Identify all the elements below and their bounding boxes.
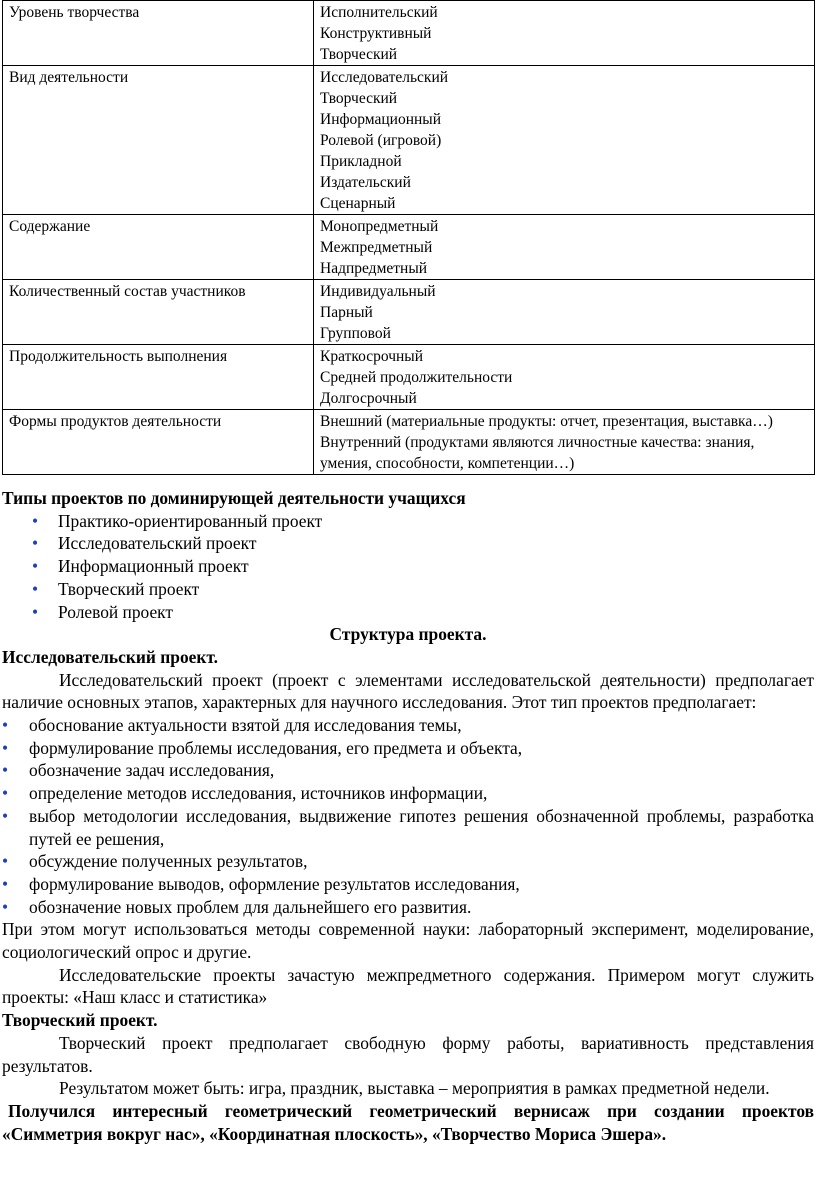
row-value: Сценарный — [320, 195, 396, 212]
list-item: • Практико-ориентированный проект — [32, 510, 814, 533]
row-values — [314, 215, 815, 280]
list-item: • определение методов исследования, источников информации, — [2, 782, 814, 805]
types-heading: Типы проектов по доминирующей деятельности учащихся — [2, 488, 466, 508]
row-value: Издательский — [320, 174, 411, 191]
row-value: Монопредметный — [320, 218, 439, 235]
research-intro: Исследовательский проект (проект с элементами исследовательской деятельности) предполагает наличие основных этапов, характерных для научного исследования. Этот тип проектов предполагает: — [2, 669, 814, 713]
row-value: Внешний (материальные продукты: отчет, презентация, выставка…) — [320, 413, 773, 430]
row-label: Продолжительность выполнения — [3, 345, 314, 410]
research-methods-paragraph: При этом могут использоваться методы современной науки: лабораторный эксперимент, моделирование, социологический опрос и другие. — [2, 919, 814, 963]
row-value: Краткосрочный — [320, 348, 423, 365]
list-item: • Информационный проект — [32, 555, 814, 578]
row-label: Количественный состав участников — [3, 280, 314, 345]
row-label: Формы продуктов деятельности — [3, 410, 314, 475]
table-row — [3, 280, 815, 345]
creative-paragraph-3: Получился интересный геометрический геометрический вернисаж при создании проектов «Симметрия вокруг нас», «Координатная плоскость», «Творчество Мориса Эшера». — [2, 1100, 814, 1144]
row-label: Уровень творчества — [3, 1, 314, 66]
row-value: Внутренний (продуктами являются личностные качества: знания, умения, способности, компетенции…) — [320, 434, 755, 472]
row-value: Надпредметный — [320, 260, 428, 277]
table-row — [3, 215, 815, 280]
row-value: Средней продолжительности — [320, 369, 513, 386]
types-list — [2, 510, 814, 624]
list-item: • выбор методологии исследования, выдвижение гипотез решения обозначенной проблемы, разработка путей ее решения, — [2, 805, 814, 850]
list-item: • Исследовательский проект — [32, 532, 814, 555]
row-value: Парный — [320, 304, 373, 321]
structure-title: Структура проекта. — [329, 624, 487, 645]
creative-heading: Творческий проект. — [2, 1010, 158, 1031]
row-value: Творческий — [320, 46, 398, 63]
row-values — [314, 345, 815, 410]
creative-paragraph-2: Результатом может быть: игра, праздник, выставка – мероприятия в рамках предметной недели. — [59, 1078, 770, 1099]
document-body — [2, 487, 814, 1145]
list-item: • формулирование выводов, оформление результатов исследования, — [2, 873, 814, 896]
list-item: • Творческий проект — [32, 578, 814, 601]
row-value: Индивидуальный — [320, 283, 436, 300]
row-value: Информационный — [320, 111, 442, 128]
row-value: Исполнительский — [320, 4, 438, 21]
creative-paragraph-1: Творческий проект предполагает свободную форму работы, вариативность представления результатов. — [2, 1032, 814, 1076]
project-classification-table — [2, 0, 815, 475]
row-values — [314, 1, 815, 66]
list-item: • Ролевой проект — [32, 601, 814, 624]
list-item: • обозначение новых проблем для дальнейшего его развития. — [2, 896, 814, 919]
table-row — [3, 1, 815, 66]
row-values — [314, 410, 815, 475]
table-row — [3, 66, 815, 215]
row-label: Вид деятельности — [3, 66, 314, 215]
research-steps-list — [2, 714, 814, 918]
row-value: Групповой — [320, 325, 391, 342]
row-label: Содержание — [3, 215, 314, 280]
table-row — [3, 345, 815, 410]
list-item: • обоснование актуальности взятой для исследования темы, — [2, 714, 814, 737]
row-value: Межпредметный — [320, 239, 433, 256]
list-item: • обозначение задач исследования, — [2, 759, 814, 782]
row-value: Конструктивный — [320, 25, 432, 42]
row-value: Ролевой (игровой) — [320, 132, 442, 149]
table-row — [3, 410, 815, 475]
row-value: Долгосрочный — [320, 390, 417, 407]
row-values — [314, 66, 815, 215]
row-value: Исследовательский — [320, 69, 449, 86]
list-item: • формулирование проблемы исследования, его предмета и объекта, — [2, 737, 814, 760]
research-example-paragraph: Исследовательские проекты зачастую межпредметного содержания. Примером могут служить проекты: «Наш класс и статистика» — [2, 964, 814, 1008]
research-heading: Исследовательский проект. — [2, 646, 218, 667]
row-value: Творческий — [320, 90, 398, 107]
row-values — [314, 280, 815, 345]
list-item: • обсуждение полученных результатов, — [2, 850, 814, 873]
row-value: Прикладной — [320, 153, 402, 170]
